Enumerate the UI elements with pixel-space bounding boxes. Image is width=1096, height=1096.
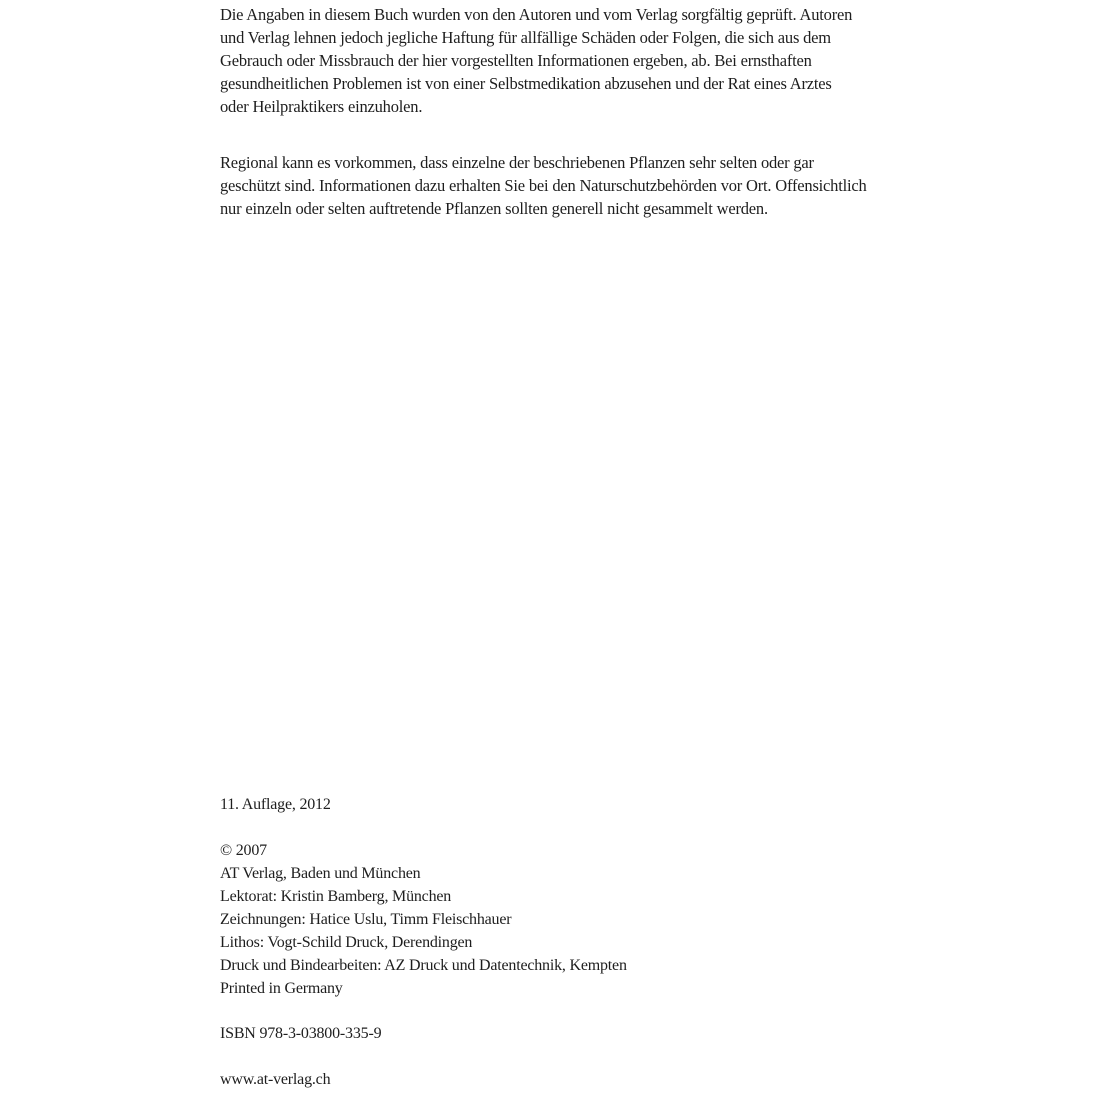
disclaimer-line: Gebrauch oder Missbrauch der hier vorgestellten Informationen ergeben, ab. Bei ernsthaften (220, 51, 812, 70)
lithos-line: Lithos: Vogt-Schild Druck, Derendingen (220, 934, 473, 951)
publisher-line: AT Verlag, Baden und München (220, 865, 421, 882)
printing-line: Druck und Bindearbeiten: AZ Druck und Datentechnik, Kempten (220, 957, 627, 974)
website-block (220, 1068, 330, 1091)
disclaimer-line: Die Angaben in diesem Buch wurden von den Autoren und vom Verlag sorgfältig geprüft. Autoren (220, 5, 853, 24)
website-link[interactable]: www.at-verlag.ch (220, 1071, 331, 1088)
illustrations-line: Zeichnungen: Hatice Uslu, Timm Fleischhauer (220, 911, 512, 928)
isbn-line: ISBN 978-3-03800-335-9 (220, 1025, 382, 1042)
regional-note-paragraph (220, 151, 888, 220)
copyright-block (220, 839, 627, 1000)
edition-line: 11. Auflage, 2012 (220, 796, 331, 813)
editing-line: Lektorat: Kristin Bamberg, München (220, 888, 452, 905)
edition-block (220, 793, 331, 816)
copyright-line: © 2007 (220, 842, 267, 859)
regional-note-line: geschützt sind. Informationen dazu erhalten Sie bei den Naturschutzbehörden vor Ort. Offensichtlich (220, 176, 867, 195)
disclaimer-line: gesundheitlichen Problemen ist von einer Selbstmedikation abzusehen und der Rat eines Arztes (220, 74, 832, 93)
disclaimer-paragraph (220, 3, 888, 118)
disclaimer-line: und Verlag lehnen jedoch jegliche Haftung für allfällige Schäden oder Folgen, die sich aus dem (220, 28, 831, 47)
disclaimer-line: oder Heilpraktikers einzuholen. (220, 97, 423, 116)
regional-note-line: nur einzeln oder selten auftretende Pflanzen sollten generell nicht gesammelt werden. (220, 199, 768, 218)
isbn-block (220, 1022, 381, 1045)
regional-note-line: Regional kann es vorkommen, dass einzelne der beschriebenen Pflanzen sehr selten oder gar (220, 153, 814, 172)
printed-in-line: Printed in Germany (220, 980, 343, 997)
